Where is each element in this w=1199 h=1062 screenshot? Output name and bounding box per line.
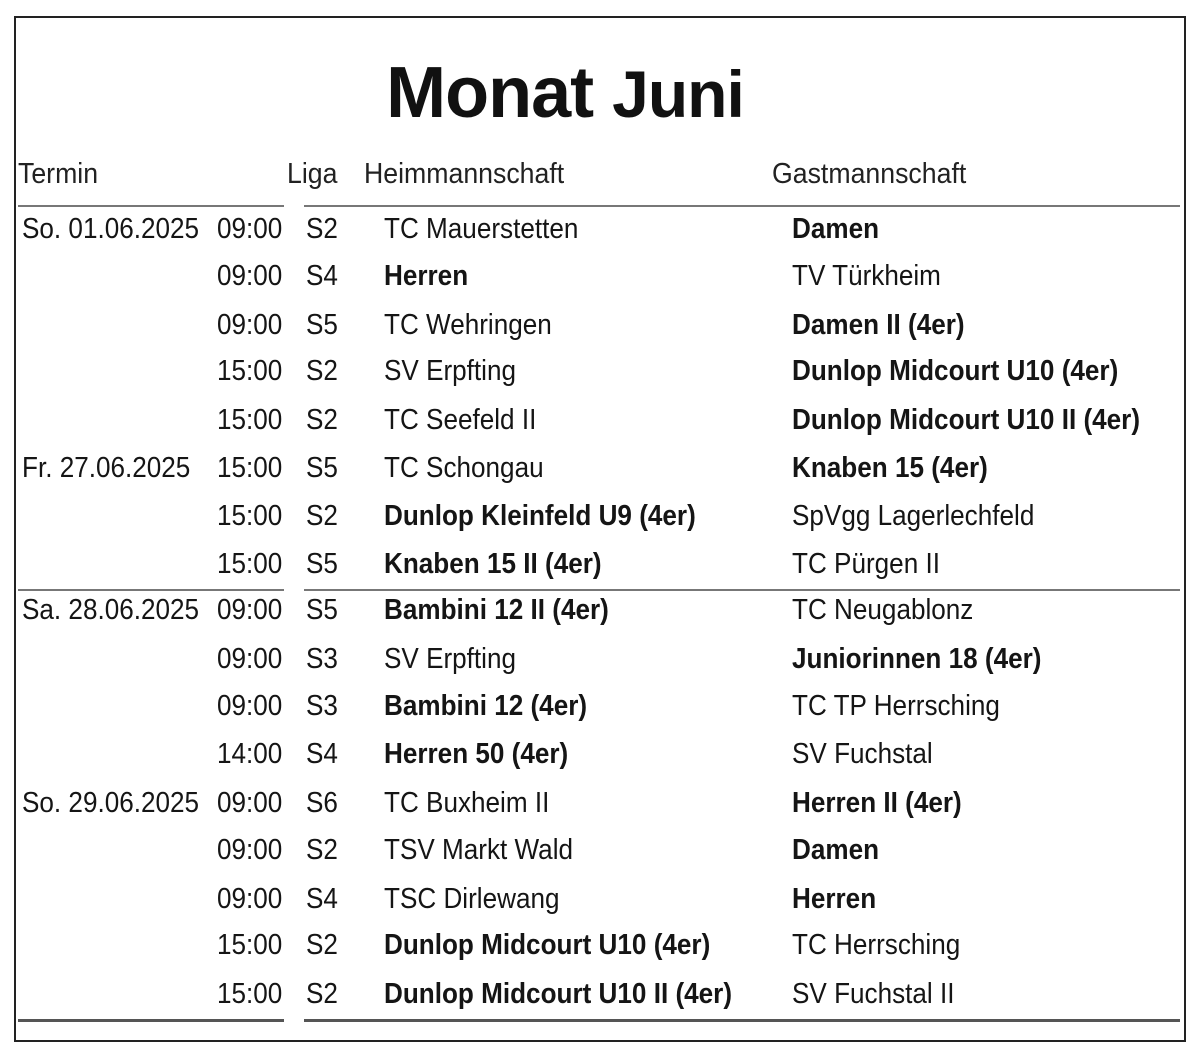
row-time: 15:00	[217, 500, 283, 532]
row-time: 09:00	[217, 260, 283, 292]
row-heimmannschaft: TC Schongau	[384, 452, 544, 484]
row-gastmannschaft: Dunlop Midcourt U10 II (4er)	[792, 404, 1141, 436]
row-time: 09:00	[217, 787, 283, 819]
row-liga: S6	[306, 787, 338, 819]
row-gastmannschaft: Damen	[792, 213, 880, 245]
row-liga: S2	[306, 355, 338, 387]
row-liga: S2	[306, 500, 338, 532]
row-time: 09:00	[217, 834, 283, 866]
row-heimmannschaft: TC Wehringen	[384, 309, 552, 341]
row-time: 09:00	[217, 643, 283, 675]
row-heimmannschaft: TC Mauerstetten	[384, 213, 579, 245]
header-liga: Liga	[287, 158, 338, 190]
row-time: 09:00	[217, 309, 283, 341]
row-time: 09:00	[217, 690, 283, 722]
row-heimmannschaft: Bambini 12 II (4er)	[384, 594, 609, 626]
row-gastmannschaft: TC TP Herrsching	[792, 690, 1000, 722]
row-gastmannschaft: TC Pürgen II	[792, 548, 940, 580]
row-gastmannschaft: SpVgg Lagerlechfeld	[792, 500, 1035, 532]
row-liga: S2	[306, 404, 338, 436]
header-heimmannschaft: Heimmannschaft	[364, 158, 565, 190]
title-word: Monat	[386, 53, 594, 133]
row-time: 09:00	[217, 213, 283, 245]
row-time: 14:00	[217, 738, 283, 770]
row-heimmannschaft: Dunlop Midcourt U10 (4er)	[384, 929, 711, 961]
row-date: Fr. 27.06.2025	[22, 452, 191, 484]
row-heimmannschaft: TSV Markt Wald	[384, 834, 574, 866]
row-gastmannschaft: Herren II (4er)	[792, 787, 962, 819]
row-heimmannschaft: Knaben 15 II (4er)	[384, 548, 602, 580]
row-date: So. 01.06.2025	[22, 213, 200, 245]
row-time: 15:00	[217, 355, 283, 387]
row-liga: S2	[306, 213, 338, 245]
row-time: 09:00	[217, 883, 283, 915]
row-gastmannschaft: TC Herrsching	[792, 929, 961, 961]
row-heimmannschaft: Herren 50 (4er)	[384, 738, 569, 770]
title-month: Juni	[612, 57, 744, 131]
row-liga: S5	[306, 594, 338, 626]
row-heimmannschaft: TC Seefeld II	[384, 404, 537, 436]
row-heimmannschaft: TC Buxheim II	[384, 787, 550, 819]
row-date: Sa. 28.06.2025	[22, 594, 200, 626]
row-gastmannschaft: SV Fuchstal II	[792, 978, 955, 1010]
row-liga: S2	[306, 978, 338, 1010]
row-liga: S4	[306, 260, 338, 292]
row-liga: S5	[306, 548, 338, 580]
row-heimmannschaft: Bambini 12 (4er)	[384, 690, 588, 722]
row-gastmannschaft: Knaben 15 (4er)	[792, 452, 988, 484]
row-liga: S2	[306, 929, 338, 961]
row-time: 15:00	[217, 404, 283, 436]
row-liga: S4	[306, 738, 338, 770]
row-liga: S5	[306, 309, 338, 341]
row-gastmannschaft: TV Türkheim	[792, 260, 941, 292]
row-date: So. 29.06.2025	[22, 787, 200, 819]
row-gastmannschaft: Herren	[792, 883, 877, 915]
row-heimmannschaft: Dunlop Kleinfeld U9 (4er)	[384, 500, 696, 532]
row-heimmannschaft: SV Erpfting	[384, 643, 517, 675]
row-gastmannschaft: TC Neugablonz	[792, 594, 974, 626]
row-liga: S4	[306, 883, 338, 915]
row-liga: S5	[306, 452, 338, 484]
row-time: 15:00	[217, 929, 283, 961]
row-heimmannschaft: Dunlop Midcourt U10 II (4er)	[384, 978, 733, 1010]
header-termin: Termin	[18, 158, 99, 190]
row-liga: S3	[306, 643, 338, 675]
row-gastmannschaft: Damen	[792, 834, 880, 866]
row-heimmannschaft: TSC Dirlewang	[384, 883, 560, 915]
row-liga: S2	[306, 834, 338, 866]
row-gastmannschaft: Damen II (4er)	[792, 309, 965, 341]
row-heimmannschaft: SV Erpfting	[384, 355, 517, 387]
row-liga: S3	[306, 690, 338, 722]
row-time: 09:00	[217, 594, 283, 626]
row-heimmannschaft: Herren	[384, 260, 469, 292]
row-time: 15:00	[217, 452, 283, 484]
row-gastmannschaft: SV Fuchstal	[792, 738, 933, 770]
header-gastmannschaft: Gastmannschaft	[772, 158, 967, 190]
row-time: 15:00	[217, 978, 283, 1010]
row-time: 15:00	[217, 548, 283, 580]
row-gastmannschaft: Juniorinnen 18 (4er)	[792, 643, 1042, 675]
row-gastmannschaft: Dunlop Midcourt U10 (4er)	[792, 355, 1119, 387]
